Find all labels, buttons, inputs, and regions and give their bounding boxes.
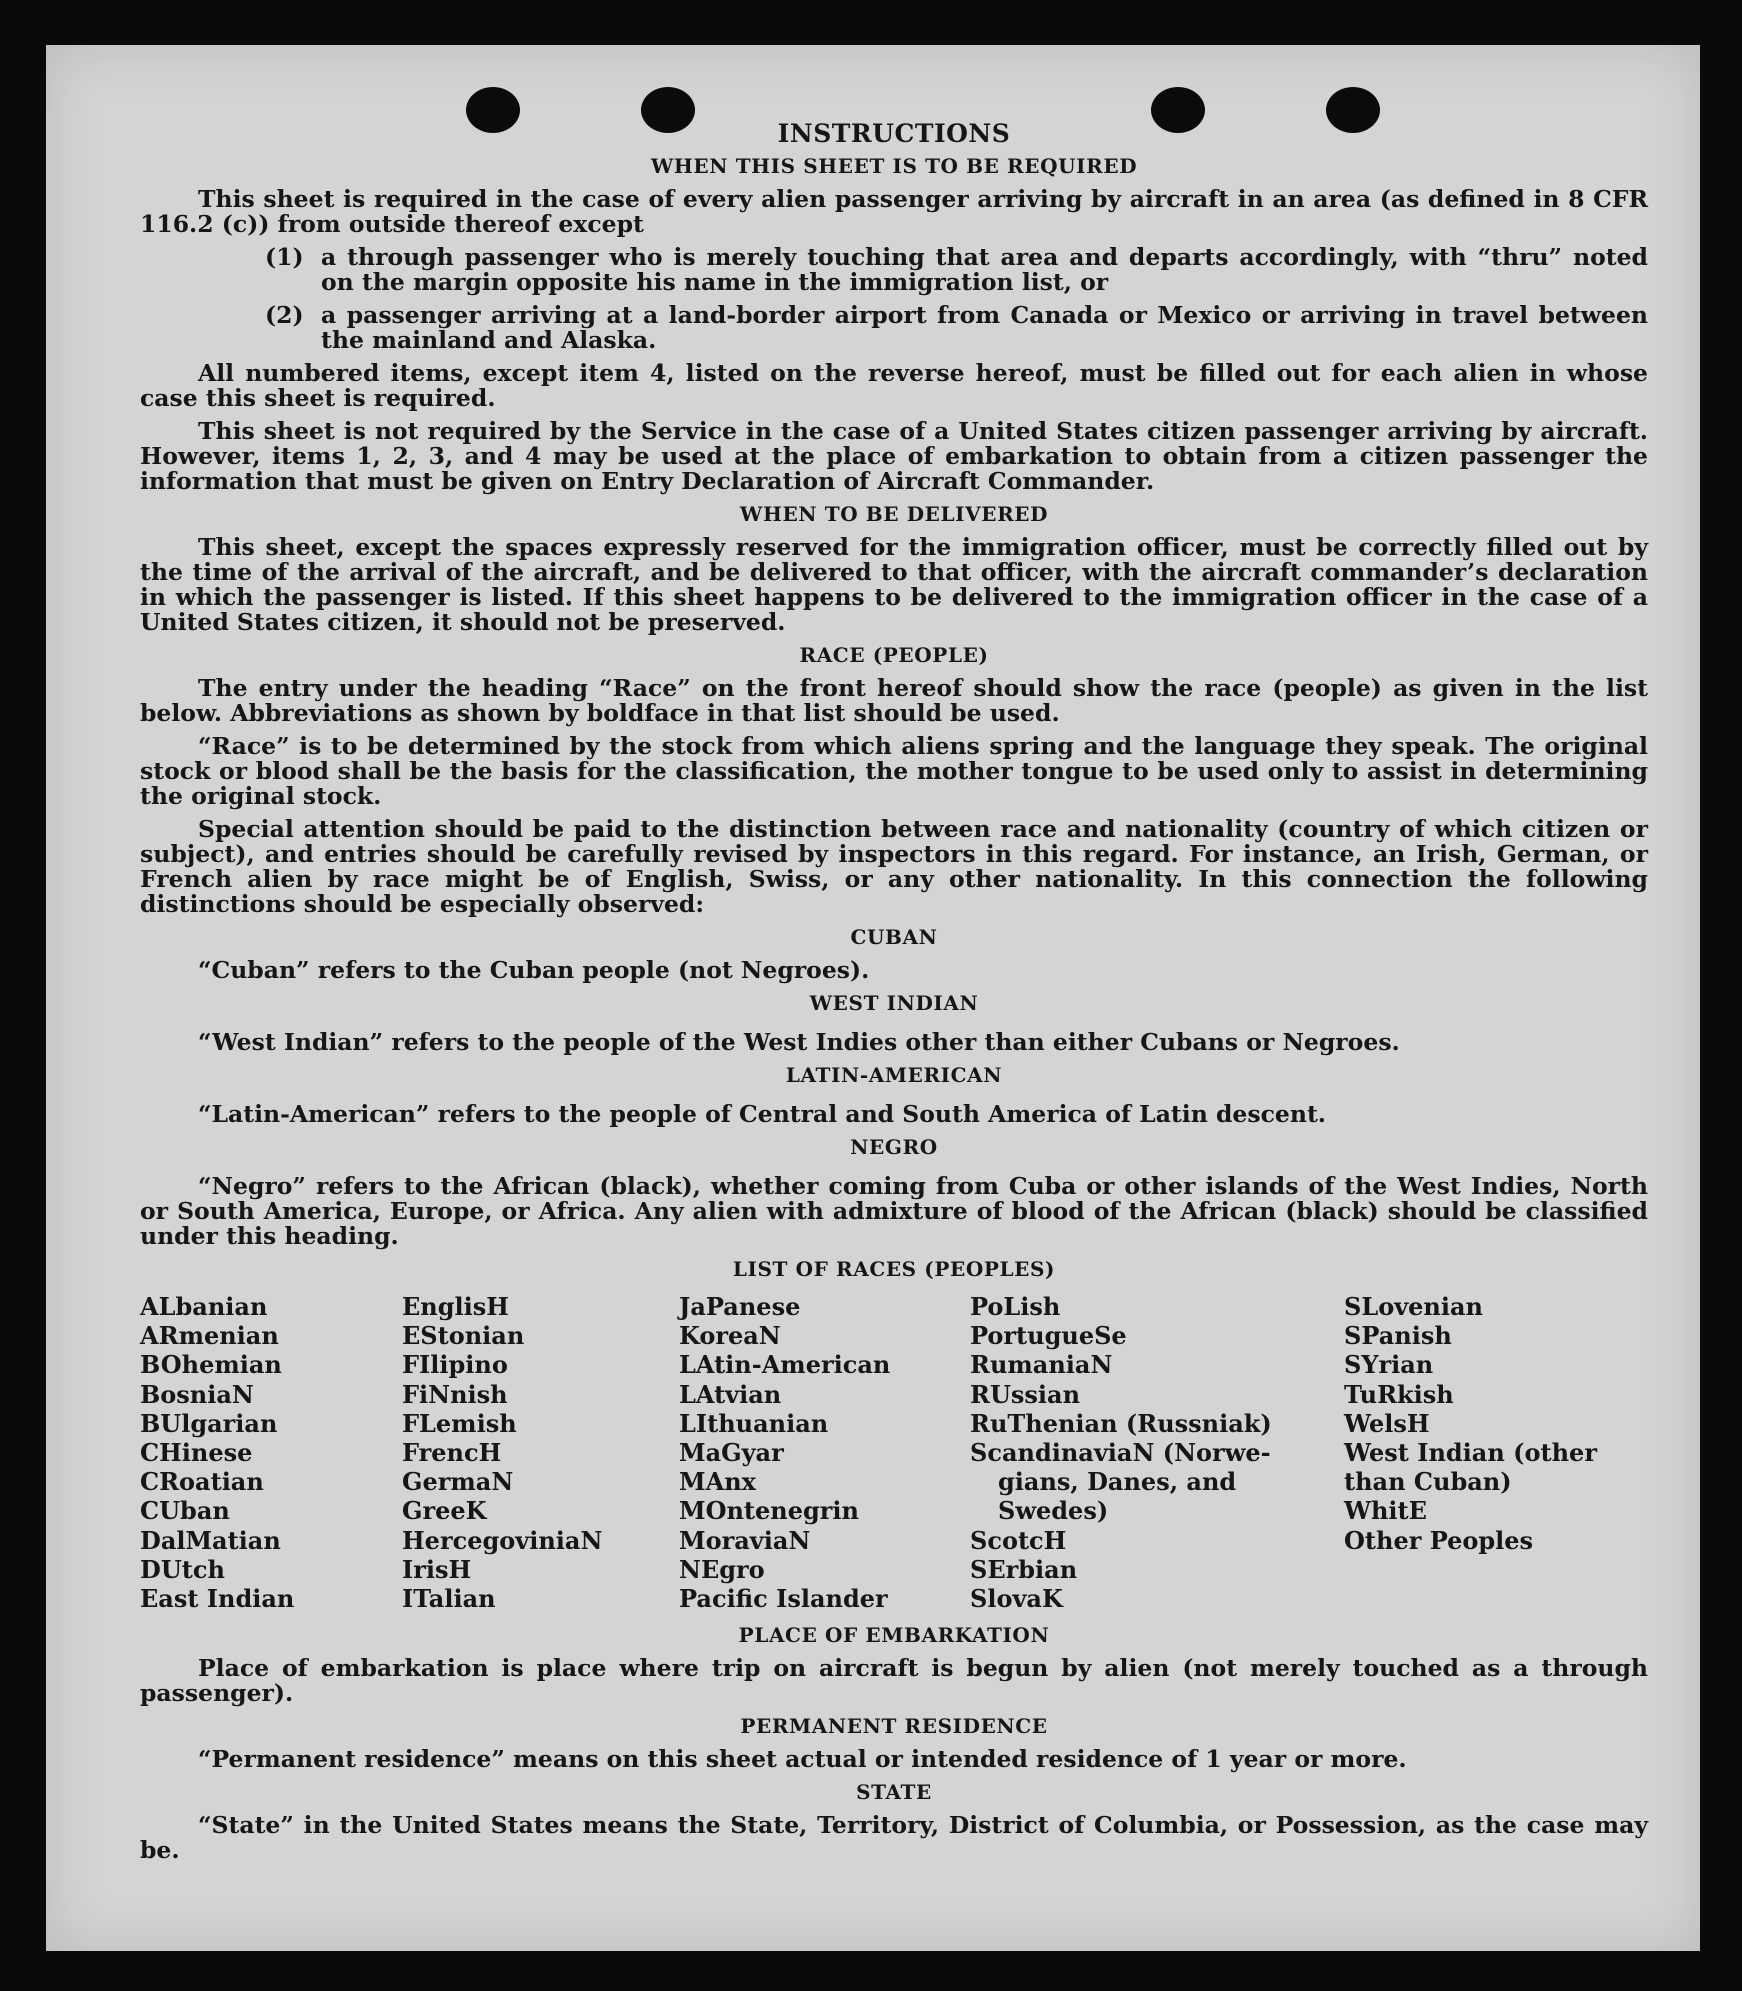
paragraph: “Latin-American” refers to the people of Central and South America of Latin descent. bbox=[198, 1100, 1326, 1128]
race-entry: SlovaK bbox=[970, 1584, 1063, 1614]
paragraph: “State” in the United States means the State, Territory, District of Columbia, or Possession, as the case may be. bbox=[140, 1811, 1648, 1865]
races-column bbox=[140, 1292, 402, 1613]
races-column bbox=[970, 1292, 1270, 1613]
section-title-when-required: WHEN THIS SHEET IS TO BE REQUIRED bbox=[650, 154, 1138, 178]
race-entry: GreeK bbox=[402, 1496, 487, 1526]
races-column bbox=[1270, 1292, 1648, 1613]
race-entry: PortugueSe bbox=[970, 1321, 1127, 1351]
paragraph: The entry under the heading “Race” on the front hereof should show the race (people) as given in the list below. Abbreviations as shown by boldface in that list should be used. bbox=[140, 674, 1648, 727]
race-entry: WelsH bbox=[1344, 1408, 1430, 1438]
section-title-negro: NEGRO bbox=[850, 1135, 938, 1159]
race-entry: KoreaN bbox=[679, 1321, 781, 1351]
race-entry: FiNnish bbox=[402, 1379, 508, 1409]
races-column bbox=[402, 1292, 679, 1613]
section-title-place-of-embarkation: PLACE OF EMBARKATION bbox=[738, 1623, 1050, 1648]
race-entry: ITalian bbox=[402, 1584, 496, 1614]
race-entry: LAtin-American bbox=[679, 1350, 891, 1380]
item-text: a through passenger who is merely touching that area and departs accordingly, with “thru” noted on the margin opposite his name in the immigration list, or bbox=[321, 243, 1648, 296]
race-entry: FIlipino bbox=[402, 1350, 508, 1380]
race-entry: FrencH bbox=[402, 1438, 502, 1468]
race-entry: EnglisH bbox=[402, 1292, 509, 1321]
paragraph: “Race” is to be determined by the stock from which aliens spring and the language they speak. The original stock or blood shall be the basis for the classification, the mother tongue to be used only to assist in determining the original stock. bbox=[140, 732, 1648, 810]
section-title-permanent-residence: PERMANENT RESIDENCE bbox=[740, 1714, 1048, 1739]
paragraph: Special attention should be paid to the distinction between race and nationality (country of which citizen or subject), and entries should be carefully revised by inspectors in this regard. For instance, an Irish, German, or French alien by race might be of English, Swiss, or any other nationality. In this connection the following distinctions should be especially observed: bbox=[140, 815, 1648, 918]
race-entry: RUssian bbox=[970, 1379, 1081, 1409]
paragraph: “Negro” refers to the African (black), whether coming from Cuba or other islands of the West Indies, North or South America, Europe, or Africa. Any alien with admixture of blood of the African (black) should be classified under this heading. bbox=[140, 1172, 1648, 1250]
exception-item bbox=[140, 303, 1648, 353]
race-entry: MAnx bbox=[679, 1467, 756, 1497]
race-entry: JaPanese bbox=[679, 1292, 801, 1321]
race-entry: MoraviaN bbox=[679, 1525, 811, 1555]
paragraph: Place of embarkation is place where trip on aircraft is begun by alien (not merely touched as a through passenger). bbox=[140, 1654, 1648, 1708]
race-entry: GermaN bbox=[402, 1467, 514, 1497]
section-title-latin-american: LATIN-AMERICAN bbox=[785, 1063, 1003, 1087]
races-column bbox=[679, 1292, 970, 1613]
races-list bbox=[140, 1292, 1648, 1613]
race-entry: ARmenian bbox=[140, 1321, 279, 1351]
race-entry: ScotcH bbox=[970, 1525, 1067, 1555]
race-entry-continued: gians, Danes, and bbox=[998, 1467, 1237, 1497]
section-title-race: RACE (PEOPLE) bbox=[799, 643, 989, 667]
item-text: a passenger arriving at a land-border airport from Canada or Mexico or arriving in travel between the mainland and Alaska. bbox=[321, 301, 1648, 354]
race-entry: FLemish bbox=[402, 1408, 517, 1438]
race-entry: TuRkish bbox=[1344, 1379, 1454, 1409]
race-entry: LIthuanian bbox=[679, 1408, 829, 1438]
race-entry: RuThenian (Russniak) bbox=[970, 1408, 1272, 1438]
paragraph: All numbered items, except item 4, listed on the reverse hereof, must be filled out for each alien in whose case this sheet is required. bbox=[140, 359, 1648, 412]
race-entry: WhitE bbox=[1344, 1496, 1427, 1526]
race-entry: HercegoviniaN bbox=[402, 1525, 603, 1555]
race-entry: SErbian bbox=[970, 1554, 1078, 1584]
section-title-west-indian: WEST INDIAN bbox=[809, 991, 979, 1015]
race-entry: DUtch bbox=[140, 1554, 225, 1584]
race-entry: EStonian bbox=[402, 1321, 525, 1351]
race-entry: DalMatian bbox=[140, 1525, 281, 1555]
race-entry: NEgro bbox=[679, 1554, 765, 1584]
race-entry: CHinese bbox=[140, 1438, 253, 1468]
paragraph: This sheet is not required by the Service in the case of a United States citizen passenger arriving by aircraft. However, items 1, 2, 3, and 4 may be used at the place of embarkation to obtain from a citizen passenger the information that must be given on Entry Declaration of Aircraft Commander. bbox=[140, 417, 1648, 495]
section-title-state: STATE bbox=[856, 1780, 932, 1805]
section-title-list-of-races: LIST OF RACES (PEOPLES) bbox=[732, 1257, 1056, 1281]
instructions-body bbox=[140, 121, 1648, 1871]
race-entry: SPanish bbox=[1344, 1321, 1452, 1351]
race-entry: ALbanian bbox=[140, 1292, 268, 1321]
race-entry: BOhemian bbox=[140, 1350, 282, 1380]
paragraph: “West Indian” refers to the people of the West Indies other than either Cubans or Negroes. bbox=[198, 1028, 1400, 1056]
item-number: (1) bbox=[265, 243, 304, 271]
race-entry: BUlgarian bbox=[140, 1408, 278, 1438]
race-entry: IrisH bbox=[402, 1554, 472, 1584]
race-entry-continued: than Cuban) bbox=[1344, 1467, 1512, 1497]
race-entry: Pacific Islander bbox=[679, 1584, 888, 1614]
exception-item bbox=[140, 245, 1648, 295]
race-entry-continued: Swedes) bbox=[998, 1496, 1109, 1526]
paragraph: “Cuban” refers to the Cuban people (not Negroes). bbox=[198, 956, 870, 984]
race-entry: CUban bbox=[140, 1496, 230, 1526]
section-title-when-delivered: WHEN TO BE DELIVERED bbox=[739, 502, 1049, 526]
race-entry: MaGyar bbox=[679, 1438, 784, 1468]
paragraph: This sheet, except the spaces expressly reserved for the immigration officer, must be correctly filled out by the time of the arrival of the aircraft, and be delivered to that officer, with the aircraft commander’s declaration in which the passenger is listed. If this sheet happens to be delivered to the immigration officer in the case of a United States citizen, it should not be preserved. bbox=[140, 533, 1648, 636]
paragraph: This sheet is required in the case of every alien passenger arriving by aircraft in an area (as defined in 8 CFR 116.2 (c)) from outside thereof except bbox=[140, 185, 1648, 238]
race-entry: CRoatian bbox=[140, 1467, 264, 1497]
race-entry: MOntenegrin bbox=[679, 1496, 859, 1526]
race-entry: LAtvian bbox=[679, 1379, 782, 1409]
race-entry: East Indian bbox=[140, 1584, 295, 1614]
race-entry: Other Peoples bbox=[1344, 1525, 1534, 1555]
race-entry: RumaniaN bbox=[970, 1350, 1113, 1380]
race-entry: PoLish bbox=[970, 1292, 1061, 1321]
item-number: (2) bbox=[265, 301, 304, 329]
race-entry: West Indian (other bbox=[1344, 1438, 1597, 1468]
race-entry: BosniaN bbox=[140, 1379, 254, 1409]
race-entry: SLovenian bbox=[1344, 1292, 1483, 1321]
paragraph: “Permanent residence” means on this sheet actual or intended residence of 1 year or more. bbox=[198, 1745, 1407, 1774]
document-page bbox=[46, 45, 1700, 1951]
page-title: INSTRUCTIONS bbox=[777, 119, 1011, 148]
section-title-cuban: CUBAN bbox=[850, 925, 938, 949]
race-entry: SYrian bbox=[1344, 1350, 1434, 1380]
race-entry: ScandinaviaN (Norwe- bbox=[970, 1438, 1271, 1468]
